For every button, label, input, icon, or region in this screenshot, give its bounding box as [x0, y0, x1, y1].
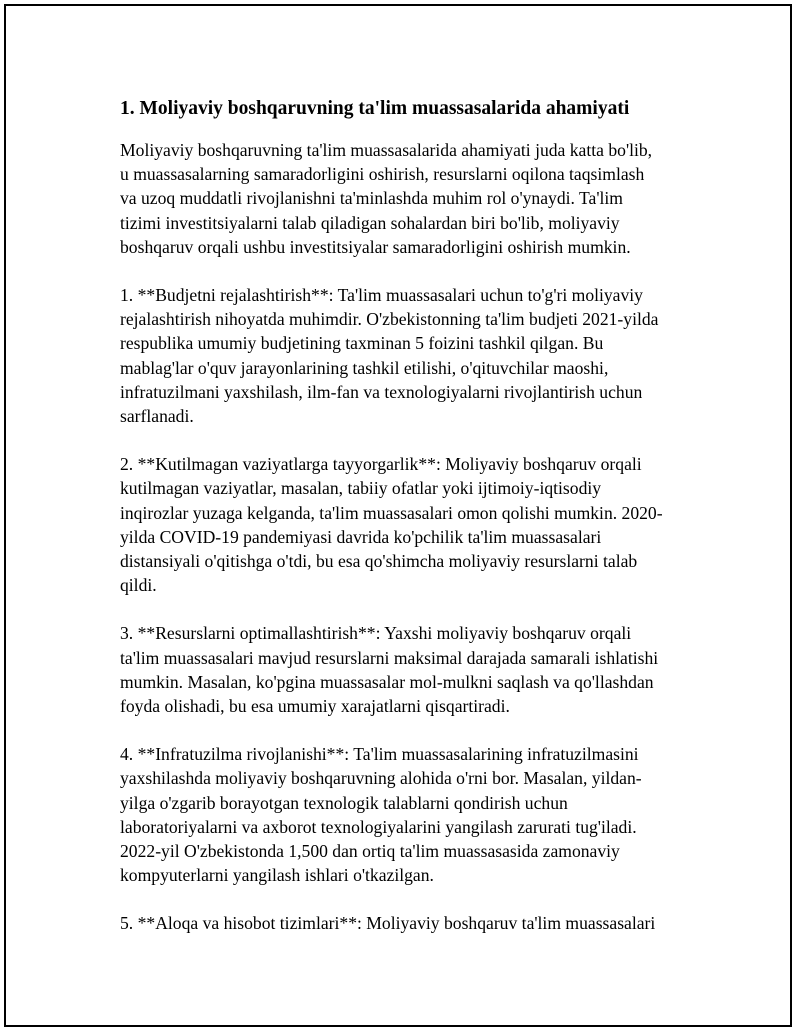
text-line: foyda olishadi, bu esa umumiy xarajatlarni qisqartiradi. — [120, 696, 510, 717]
text-line: 1. **Budjetni rejalashtirish**: Ta'lim muassasalari uchun to'g'ri moliyaviy — [120, 285, 643, 306]
text-line: sarflanadi. — [120, 406, 194, 427]
emergency-preparedness-paragraph — [120, 452, 692, 597]
text-line: yilga o'zgarib borayotgan texnologik talablarni qondirish uchun — [120, 792, 568, 813]
section-heading: 1. Moliyaviy boshqaruvning ta'lim muassasalarida ahamiyati — [120, 98, 630, 119]
infrastructure-paragraph — [120, 742, 692, 887]
text-line: rejalashtirish nihoyatda muhimdir. O'zbekistonning ta'lim budjeti 2021-yilda — [120, 309, 659, 330]
text-line: Moliyaviy boshqaruvning ta'lim muassasalarida ahamiyati juda katta bo'lib, — [120, 140, 653, 160]
text-line: qildi. — [120, 575, 157, 596]
text-line: laboratoriyalarni va axborot texnologiyalarini yangilash zarurati tug'iladi. — [120, 816, 637, 837]
budget-planning-paragraph — [120, 283, 692, 428]
resource-optimization-paragraph — [120, 621, 692, 718]
text-line: mablag'lar o'quv jarayonlarining tashkil etilishi, o'qituvchilar maoshi, — [120, 357, 609, 378]
text-line: yaxshilashda moliyaviy boshqaruvning alohida o'rni bor. Masalan, yildan- — [120, 768, 642, 789]
text-line: tizimi investitsiyalarni talab qiladigan sohalardan biri bo'lib, moliyaviy — [120, 212, 620, 233]
intro-paragraph — [120, 138, 692, 259]
text-line: mumkin. Masalan, ko'pgina muassasalar mol-mulkni saqlash va qo'llashdan — [120, 671, 654, 692]
text-line: u muassasalarning samaradorligini oshirish, resurslarni oqilona taqsimlash — [120, 164, 645, 185]
text-line: 3. **Resurslarni optimallashtirish**: Yaxshi moliyaviy boshqaruv orqali — [120, 623, 632, 644]
text-line: inqirozlar yuzaga kelganda, ta'lim muassasalari omon qolishi mumkin. 2020- — [120, 502, 663, 523]
text-line: infratuzilmani yaxshilash, ilm-fan va texnologiyalarni rivojlantirish uchun — [120, 381, 643, 402]
document-page — [4, 4, 792, 1027]
text-line: 2022-yil O'zbekistonda 1,500 dan ortiq ta'lim muassasasida zamonaviy — [120, 841, 620, 862]
text-line: boshqaruv orqali ushbu investitsiyalar samaradorligini oshirish mumkin. — [120, 236, 631, 257]
text-line: respublika umumiy budjetining taxminan 5 foizini tashkil qilgan. Bu — [120, 333, 604, 354]
text-line: kutilmagan vaziyatlar, masalan, tabiiy ofatlar yoki ijtimoiy-iqtisodiy — [120, 478, 602, 499]
text-line: ta'lim muassasalari mavjud resurslarni maksimal darajada samarali ishlatishi — [120, 647, 659, 668]
text-line: kompyuterlarni yangilash ishlari o'tkazilgan. — [120, 865, 434, 886]
text-line: 2. **Kutilmagan vaziyatlarga tayyorgarlik**: Moliyaviy boshqaruv orqali — [120, 454, 642, 475]
text-line: yilda COVID-19 pandemiyasi davrida ko'pchilik ta'lim muassasalari — [120, 526, 602, 547]
text-line: va uzoq muddatli rivojlanishni ta'minlashda muhim rol o'ynaydi. Ta'lim — [120, 188, 623, 209]
text-line: 4. **Infratuzilma rivojlanishi**: Ta'lim muassasalarining infratuzilmasini — [120, 744, 639, 765]
text-line: distansiyali o'qitishga o'tdi, bu esa qo'shimcha moliyaviy resurslarni talab — [120, 551, 638, 572]
text-line: 5. **Aloqa va hisobot tizimlari**: Moliyaviy boshqaruv ta'lim muassasalari — [120, 913, 656, 934]
reporting-systems-paragraph — [120, 911, 692, 935]
document-body — [120, 94, 692, 960]
